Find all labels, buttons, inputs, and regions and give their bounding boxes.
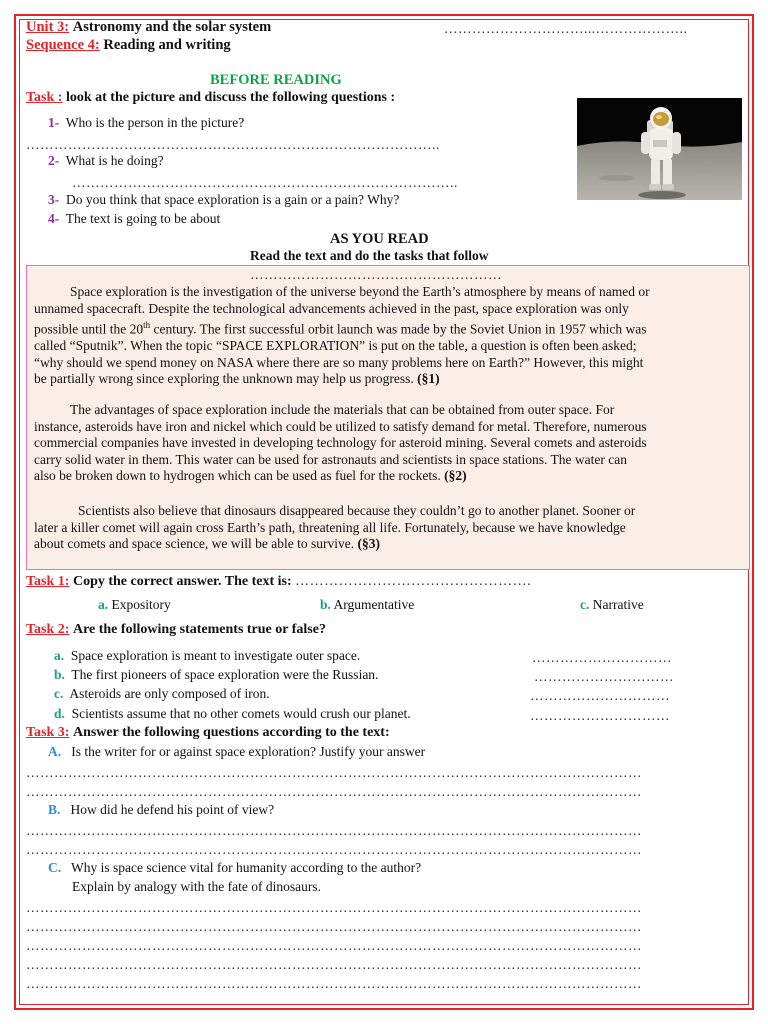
task3-question-c: C. Why is space science vital for humanity according to the author? bbox=[48, 860, 422, 875]
task3-answer-a-line-2[interactable]: …………………………………………………………………………………………………………………… bbox=[26, 784, 642, 799]
before-reading-heading: BEFORE READING bbox=[210, 72, 342, 88]
question-1: 1- Who is the person in the picture? bbox=[48, 115, 245, 130]
task1-line bbox=[26, 574, 531, 590]
task3-line bbox=[26, 725, 390, 741]
name-field-dots[interactable]: …………………………...……………….. bbox=[444, 21, 688, 36]
task2-label: Task 2: bbox=[26, 622, 70, 637]
task1-option-b[interactable]: b. Argumentative bbox=[320, 597, 415, 612]
paragraph-2: The advantages of space exploration include the materials that can be obtained from outer space. For instance, asteroids have iron and nickel which could be utilized to satisfy demand for metal. Therefore, numerous commercial companies have invested in developing technology for asteroid mining. Several comets and asteroids carry solid water in them. This water can be used for astronauts and scientists in space stations. The water can also be broken down to hydrogen which can be used as fuel for the rockets. (§2) bbox=[34, 402, 647, 484]
task3-answer-c-line-3[interactable]: …………………………………………………………………………………………………………………… bbox=[26, 938, 642, 953]
unit-line bbox=[26, 19, 271, 36]
task1-answer-dots[interactable]: …………………………………………. bbox=[295, 574, 532, 589]
question-2: 2- What is he doing? bbox=[48, 153, 164, 168]
task2-statement-d: d. Scientists assume that no other comets would crush our planet. bbox=[54, 706, 411, 721]
task3-question-a: A. Is the writer for or against space exploration? Justify your answer bbox=[48, 744, 426, 759]
task1-option-a[interactable]: a. Expository bbox=[98, 597, 171, 612]
task2-line bbox=[26, 622, 326, 638]
task3-answer-a-line-1[interactable]: …………………………………………………………………………………………………………………… bbox=[26, 765, 642, 780]
sequence-label: Sequence 4: bbox=[26, 37, 100, 53]
as-you-read-subheading: Read the text and do the tasks that follow bbox=[250, 248, 489, 263]
task2-answer-b[interactable]: ………………………… bbox=[534, 669, 674, 684]
task2-answer-a[interactable]: ………………………… bbox=[532, 650, 672, 665]
answer-dots-2[interactable]: ……………………………………………………………………….. bbox=[72, 175, 458, 190]
text-title-dots[interactable]: ……………………………………………… bbox=[250, 267, 502, 282]
task3-answer-b-line-2[interactable]: …………………………………………………………………………………………………………………… bbox=[26, 842, 642, 857]
task3-answer-c-line-5[interactable]: …………………………………………………………………………………………………………………… bbox=[26, 976, 642, 991]
task2-statement-b: b. The first pioneers of space exploration were the Russian. bbox=[54, 667, 379, 682]
before-reading-task bbox=[26, 90, 395, 106]
task2-answer-c[interactable]: ………………………… bbox=[530, 688, 670, 703]
astronaut-moon-photo bbox=[577, 98, 742, 200]
paragraph-3: Scientists also believe that dinosaurs disappeared because they couldn’t go to another planet. Sooner or later a killer comet will again cross Earth’s path, threatening all life. Fortunately, because we have knowledge about comets and space science, we will be able to survive. (§3) bbox=[34, 503, 636, 552]
question-3: 3- Do you think that space exploration is a gain or a pain? Why? bbox=[48, 192, 400, 207]
sequence-title: Reading and writing bbox=[103, 37, 231, 53]
paragraph-1: Space exploration is the investigation of the universe beyond the Earth’s atmosphere by means of named or unnamed spacecraft. Despite the technological advancements achieved in the past, space exploration was only possible until the 20th century. The first successful orbit launch was made by the Soviet Union in 1957 which was called “Sputnik”. When the topic “SPACE EXPLORATION” is put on the table, a question is often been asked; “why should we spend money on NASA where there are so many problems here on Earth?” However, this might be partially wrong since exploring the unknown may help us progress. (§1) bbox=[34, 284, 650, 387]
question-4: 4- The text is going to be about bbox=[48, 211, 221, 226]
task3-label: Task 3: bbox=[26, 725, 70, 740]
sequence-line bbox=[26, 37, 231, 54]
task3-answer-b-line-1[interactable]: …………………………………………………………………………………………………………………… bbox=[26, 823, 642, 838]
task1-label: Task 1: bbox=[26, 574, 70, 589]
task2-statement-a: a. Space exploration is meant to investigate outer space. bbox=[54, 648, 361, 663]
unit-title: Astronomy and the solar system bbox=[72, 19, 272, 35]
paragraph-1-marker: (§1) bbox=[417, 371, 440, 387]
task3-question-c-line2: Explain by analogy with the fate of dinosaurs. bbox=[72, 879, 321, 894]
task-label: Task : bbox=[26, 90, 63, 105]
task3-text: Answer the following questions according to the text: bbox=[72, 725, 390, 740]
paragraph-3-marker: (§3) bbox=[357, 536, 381, 552]
unit-label: Unit 3: bbox=[26, 19, 70, 35]
task2-answer-d[interactable]: ………………………… bbox=[530, 708, 670, 723]
paragraph-2-marker: (§2) bbox=[444, 468, 467, 484]
task1-text: Copy the correct answer. The text is: bbox=[72, 574, 292, 589]
task2-text: Are the following statements true or false? bbox=[72, 622, 326, 637]
task3-answer-c-line-1[interactable]: …………………………………………………………………………………………………………………… bbox=[26, 900, 642, 915]
astronaut-image bbox=[577, 98, 742, 200]
answer-dots-1[interactable]: …………………………………………………………………………….. bbox=[26, 137, 440, 152]
task3-answer-c-line-2[interactable]: …………………………………………………………………………………………………………………… bbox=[26, 919, 642, 934]
task3-answer-c-line-4[interactable]: …………………………………………………………………………………………………………………… bbox=[26, 957, 642, 972]
task2-statement-c: c. Asteroids are only composed of iron. bbox=[54, 686, 270, 701]
task3-question-b: B. How did he defend his point of view? bbox=[48, 802, 275, 817]
task-text: look at the picture and discuss the following questions : bbox=[65, 90, 396, 105]
as-you-read-heading: AS YOU READ bbox=[330, 231, 429, 247]
task1-option-c[interactable]: c. Narrative bbox=[580, 597, 644, 612]
